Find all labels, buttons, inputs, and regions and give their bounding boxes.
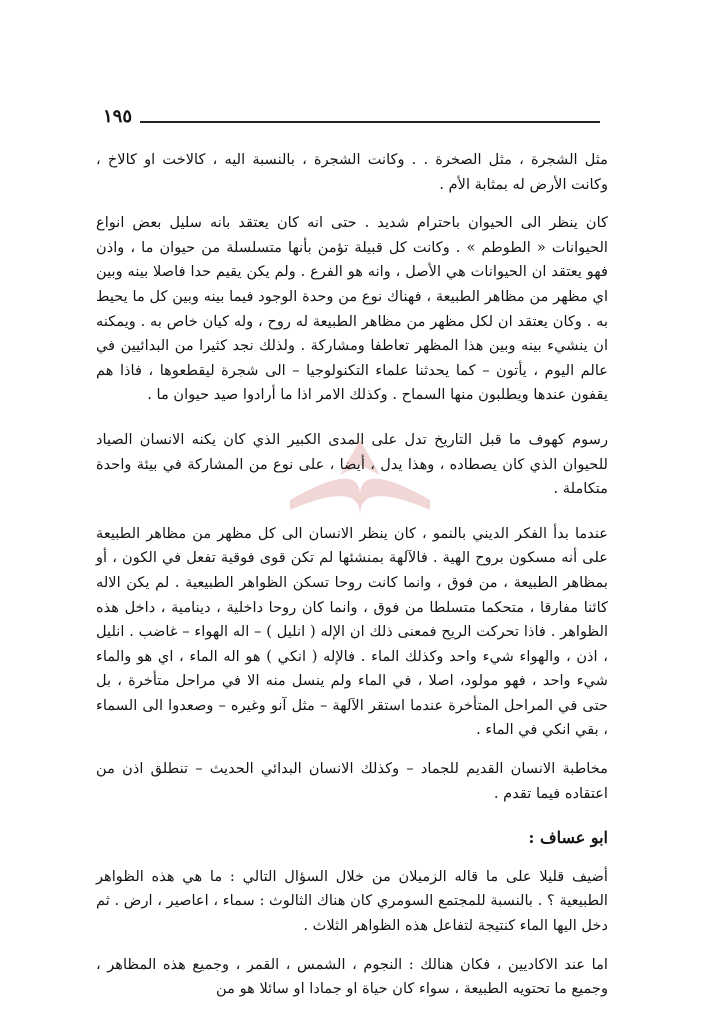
paragraph-5: مخاطبة الانسان القديم للجماد – وكذلك الانسان البدائي الحديث – تنطلق اذن من اعتقاده فيما تقدم . — [96, 760, 608, 802]
paragraph-7: اما عند الاكاديين ، فكان هنالك : النجوم ، الشمس ، القمر ، وجميع هذه المظاهر ، وجميع ما تحتويه الطبيعة ، سواء كان حياة او جمادا او سائلا هو من — [96, 955, 608, 998]
page-number: ١٩٥ — [103, 106, 133, 127]
paragraph-6: أضيف قليلا على ما قاله الزميلان من خلال السؤال التالي : ما هي هذه الظواهر الطبيعية ؟ . بالنسبة للمجتمع السومري كان هناك الثالوث : سماء ، اعاصير ، ارض . ثم دخل اليها الماء كنتيجة لتفاعل هذه الظواهر الثلاث . — [96, 867, 608, 935]
paragraph-1: مثل الشجرة ، مثل الصخرة . . وكانت الشجرة ، بالنسبة اليه ، كالاخت او كالاخ ، وكانت الأرض له بمثابة الأم . — [96, 151, 608, 193]
paragraph-3: رسوم كهوف ما قبل التاريخ تدل على المدى الكبير الذي كان يكنه الانسان الصياد للحيوان الذي كان يصطاده ، وهذا يدل ، أيضا ، على نوع من المشاركة في بيئة واحدة متكاملة . — [96, 430, 608, 498]
paragraph-4: عندما بدأ الفكر الديني بالنمو ، كان ينظر الانسان الى كل مظهر من مظاهر الطبيعة على أنه مسكون بروح الهية . فالآلهة بمنشئها لم تكن قوى فوقية تفعل في الكون ، أو بمظاهر الطبيعة ، من فوق ، وانما كانت روحا تسكن الظواهر الطبيعية . لم يكن الاله كائنا مفارقا ، متحكما متسلطا من فوق ، وانما كان روحا داخلية ، دينامية ، داخل هذه الظواهر . فاذا تحركت الريح فمعنى ذلك ان الإله ( انليل ) – اله الهواء – غاضب . انليل ، اذن ، والهواء شيء واحد وكذلك الماء . فالإله ( انكي ) هو اله الماء ، اي هو والماء شيء واحد ، فهو مولود، اصلا ، في الماء ولم ينسل منه الا في مراحل متأخرة ، بل حتى في المراحل المتأخرة عندما استقر الآلهة – مثل آنو وغيره – وصعدوا الى السماء ، بقي انكي في الماء . — [96, 524, 608, 739]
paragraph-2: كان ينظر الى الحيوان باحترام شديد . حتى انه كان يعتقد بانه سليل بعض انواع الحيوانات « الطوطم » . وكانت كل قبيلة تؤمن بأنها متسلسلة من حيوان ما ، واذن فهو يعتقد ان الحيوانات هي الأصل ، وانه هو الفرع . ولم يكن يقيم حدا فاصلا بينه وبين اي مظهر من مظاهر الطبيعة ، فهناك نوع من وحدة الوجود فيما بينه وبين كل ما يحيط به . وكان يعتقد ان لكل مظهر من مظاهر الطبيعة له روح ، وله كيان خاص به . ويمكنه ان ينشيء بينه وبين هذا المظهر تعاطفا ومشاركة . ولذلك نجد كثيرا من البدائيين في عالم اليوم ، يأتون – كما يحدثنا علماء التكنولوجيا – الى شجرة ليقطعوها ، فاذا هم يقفون عندها ويطلبون منها السماح . وكذلك الامر اذا ما أرادوا صيد حيوان ما . — [96, 214, 608, 404]
body-text — [96, 148, 608, 1022]
speaker-name: ابو عساف : — [528, 828, 608, 848]
header-rule — [140, 121, 600, 123]
